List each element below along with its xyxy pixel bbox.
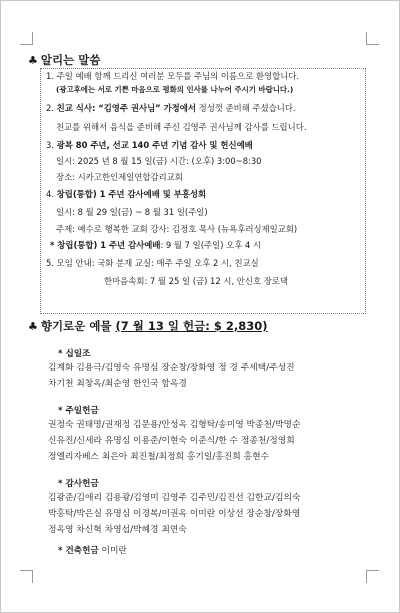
group-names-tithe <box>48 360 295 392</box>
name-line: 이미란 <box>101 546 127 556</box>
name-line: 정엘리자베스 최은아 최진철/최정희 홍기일/홍진희 홍현수 <box>48 452 270 462</box>
announcement-3: 3. 광복 80 주년, 선교 140 주년 기념 감사 및 헌신예배 <box>46 140 253 150</box>
name-line: 김광준/김애리 김용광/김영미 김영주 김주민/김진선 김한교/김의숙 <box>48 493 301 503</box>
group-label-sunday: * 주일헌금 <box>58 406 99 416</box>
announcement-4-topic: 주제: 예수로 행복한 교회 강사: 김정호 목사 (뉴욕후러싱제일교회) <box>56 224 298 234</box>
crop-mark-bottom-right <box>366 570 379 583</box>
announcement-2-detail: 친교를 위해서 음식을 준비해 주신 김영주 권사님께 감사를 드립니다. <box>56 122 307 132</box>
announcement-3-place: 장소: 시카고한인제일연합감리교회 <box>56 172 183 182</box>
announcement-4: 4. 창립(통합) 1 주년 감사예배 및 부흥성회 <box>46 189 207 199</box>
group-label-thanks: * 감사헌금 <box>58 479 99 489</box>
club-icon: ♣ <box>28 320 38 333</box>
name-line: 신유진/신세라 유명심 이용준/이현숙 이준식/한 수 정종천/정영희 <box>48 436 295 446</box>
announcements-heading: ♣ 알리는 말씀 <box>28 53 101 67</box>
group-label-building: * 건축헌금 <box>58 546 99 556</box>
name-line: 권정숙 권태명/권재정 김문용/안성옥 김형탁/송미영 박종천/박명순 <box>48 420 301 430</box>
group-names-sunday <box>48 417 300 465</box>
announcement-5: 5. 모임 안내: 국화 분재 교실: 매주 주일 오후 2 시, 친교실 <box>46 258 259 268</box>
group-names-thanks <box>48 490 300 538</box>
offering-total: (7 월 13 일 헌금: $ 2,830) <box>115 319 268 333</box>
announcement-1-note: (광고후에는 서로 기쁜 마음으로 평화의 인사를 나누어 주시기 바랍니다.) <box>56 85 294 94</box>
announcement-4-anniversary: * 창립(통합) 1 주년 감사예배: 9 월 7 일(주일) 오후 4 시 <box>50 240 262 250</box>
name-line: 박홍탁/박은실 유명심 이경복/이권옥 이미란 이상선 장순창/장화영 <box>48 509 301 519</box>
name-line: 김계화 김용극/김영숙 유명심 장순창/장화영 정 경 주세택/주성진 <box>48 363 295 373</box>
name-line: 차기천 최창옥/최순영 한인국 함옥경 <box>48 379 187 389</box>
announcement-4-date: 일시: 8 월 29 일(금) ~ 8 월 31 일(주일) <box>56 207 208 217</box>
announcement-2: 2. 친교 식사: “김영주 권사님” 가정에서 정성껏 준비해 주셨습니다. <box>46 103 296 113</box>
name-line: 정옥영 차신혁 차영섭/박혜경 최연숙 <box>48 525 187 535</box>
announcement-1: 1. 주일 예배 함께 드리신 여러분 모두를 주님의 이름으로 환영합니다. <box>46 71 300 81</box>
group-label-tithe: * 십일조 <box>58 349 91 359</box>
offering-heading: ♣ 향기로운 예물 (7 월 13 일 헌금: $ 2,830) <box>28 319 268 333</box>
crop-mark-top-left <box>20 32 33 45</box>
crop-mark-bottom-left <box>20 570 33 583</box>
group-building <box>58 543 127 559</box>
announcement-5-cell: 한마음속회: 7 월 25 일 (금) 12 시, 안신호 장로댁 <box>104 276 288 286</box>
crop-mark-top-right <box>366 32 379 45</box>
club-icon: ♣ <box>28 54 38 67</box>
announcement-3-date: 일시: 2025 년 8 월 15 일(금) 시간: (오후) 3:00~8:30 <box>56 156 262 166</box>
